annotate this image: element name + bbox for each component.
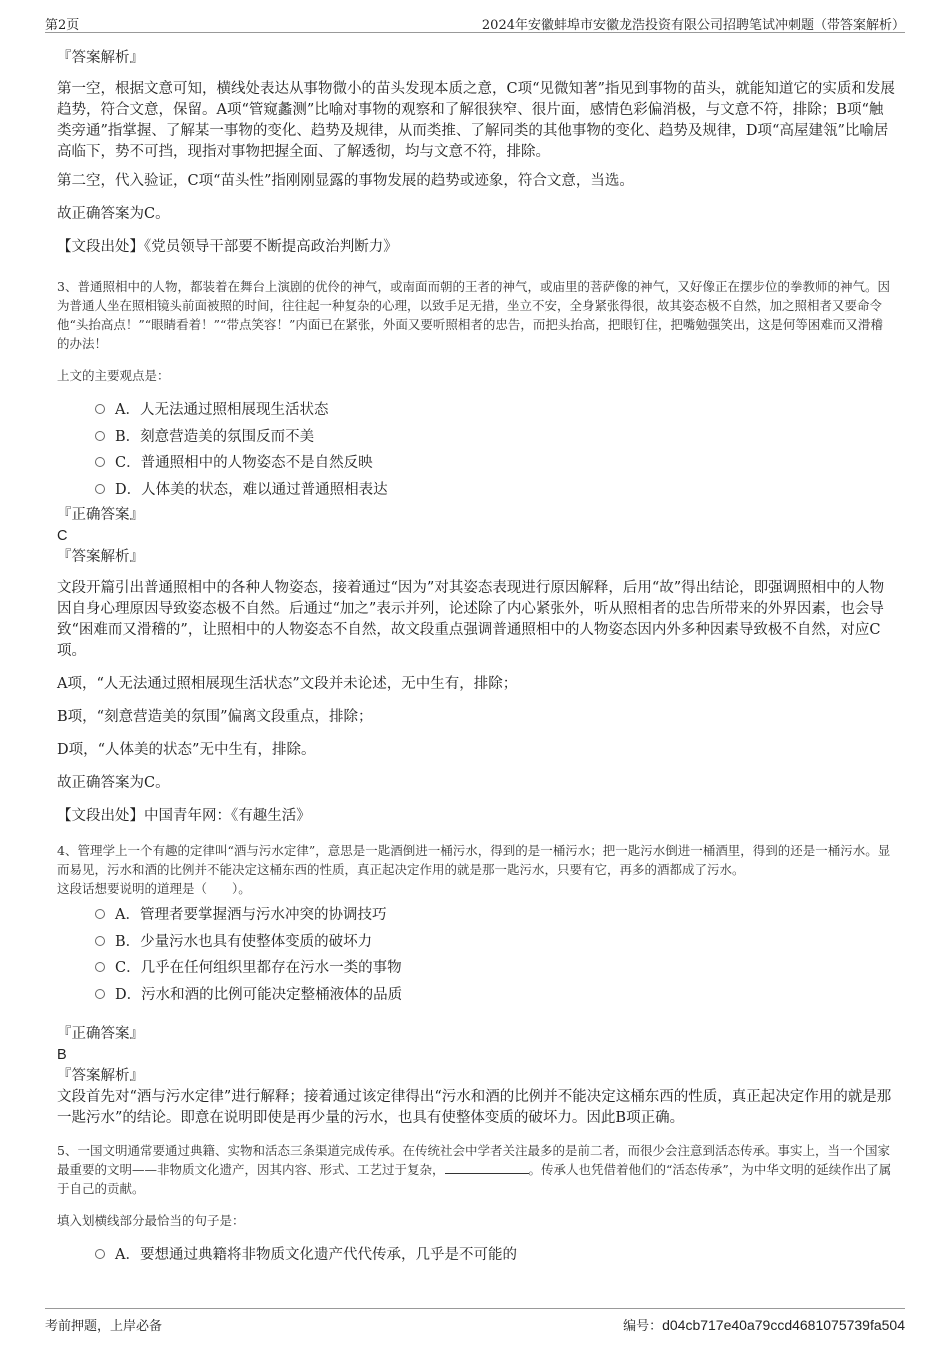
analysis-paragraph: 文段开篇引出普通照相中的各种人物姿态，接着通过“因为”对其姿态表现进行原因解释，后用“故”得出结论，即强调照相中的人物因自身心理原因导致姿态极不自然。后通过“加之”表示并列，论述除了内心紧张外，听从照相者的忠告所带来的外界因素，也会导致“困难而又滑稽的”，让照相中的人物姿态不自然，故文段重点强调普通照相中的人物姿态因内外多种因素导致极不自然，对应C项。 xyxy=(57,580,885,659)
radio-icon[interactable] xyxy=(95,431,105,441)
page-number: 第2页 xyxy=(45,18,80,33)
footer-slogan: 考前押题，上岸必备 xyxy=(45,1319,163,1334)
answer-conclusion: 故正确答案为C。 xyxy=(57,206,170,222)
question-5-options xyxy=(95,1242,895,1269)
option-a[interactable]: A．人无法通过照相展现生活状态 xyxy=(95,397,895,424)
correct-answer: B xyxy=(57,1047,67,1063)
answer-conclusion: 故正确答案为C。 xyxy=(57,775,170,791)
radio-icon[interactable] xyxy=(95,1249,105,1259)
question-4-text: 4、管理学上一个有趣的定律叫“酒与污水定律”，意思是一匙酒倒进一桶污水，得到的是一桶污水；把一匙污水倒进一桶酒里，得到的还是一桶污水。显而易见，污水和酒的比例并不能决定这桶东西的性质，真正起决定作用的就是那一匙污水，只要有它，再多的酒都成了污水。 xyxy=(57,843,891,877)
option-b[interactable]: B．刻意营造美的氛围反而不美 xyxy=(95,424,895,451)
analysis-label: 『答案解析』 xyxy=(57,1068,144,1084)
radio-icon[interactable] xyxy=(95,989,105,999)
analysis-paragraph: 第一空，根据文意可知，横线处表达从事物微小的苗头发现本质之意，C项“见微知著”指见到事物的苗头，就能知道它的实质和发展趋势，符合文意，保留。A项“管窥蠡测”比喻对事物的观察和了解很狭窄、很片面，感情色彩偏消极，与文意不符，排除；B项“触类旁通”指掌握、了解某一事物的变化、趋势及规律，从而类推、了解同类的其他事物的变化、趋势及规律，D项“高屋建瓴”比喻居高临下，势不可挡，现指对事物把握全面、了解透彻，均与文意不符，排除。 xyxy=(57,81,895,160)
option-d[interactable]: D．人体美的状态，难以通过普通照相表达 xyxy=(95,477,895,504)
option-b[interactable]: B．少量污水也具有使整体变质的破坏力 xyxy=(95,929,895,956)
radio-icon[interactable] xyxy=(95,457,105,467)
option-c[interactable]: C．几乎在任何组织里都存在污水一类的事物 xyxy=(95,955,895,982)
analysis-label: 『答案解析』 xyxy=(57,549,144,565)
question-4-options xyxy=(95,902,895,1008)
document-id: 编号：d04cb717e40a79ccd4681075739fa504 xyxy=(623,1317,905,1334)
correct-answer-label: 『正确答案』 xyxy=(57,507,144,523)
fill-blank xyxy=(445,1161,529,1174)
correct-answer-label: 『正确答案』 xyxy=(57,1026,144,1042)
radio-icon[interactable] xyxy=(95,404,105,414)
option-a[interactable]: A．管理者要掌握酒与污水冲突的协调技巧 xyxy=(95,902,895,929)
page-content xyxy=(57,44,895,1269)
radio-icon[interactable] xyxy=(95,909,105,919)
page-header xyxy=(45,10,905,33)
analysis-paragraph: 第二空，代入验证，C项“苗头性”指刚刚显露的事物发展的趋势或迹象，符合文意，当选。 xyxy=(57,173,634,189)
analysis-paragraph: 文段首先对“酒与污水定律”进行解释；接着通过该定律得出“污水和酒的比例并不能决定这桶东西的性质，真正起决定作用的就是那一匙污水”的结论。即意在说明即使是再少量的污水，也具有使整体变质的破坏力。因此B项正确。 xyxy=(57,1089,892,1126)
analysis-paragraph: B项，“刻意营造美的氛围”偏离文段重点，排除； xyxy=(57,709,373,725)
option-a[interactable]: A．要想通过典籍将非物质文化遗产代代传承，几乎是不可能的 xyxy=(95,1242,895,1269)
question-3-options xyxy=(95,397,895,503)
question-3-prompt: 上文的主要观点是： xyxy=(57,368,170,383)
source-citation: 【文段出处】中国青年网：《有趣生活》 xyxy=(57,808,311,824)
option-c[interactable]: C．普通照相中的人物姿态不是自然反映 xyxy=(95,450,895,477)
radio-icon[interactable] xyxy=(95,936,105,946)
question-4-prompt: 这段话想要说明的道理是（ ）。 xyxy=(57,881,251,896)
question-5-prompt: 填入划横线部分最恰当的句子是： xyxy=(57,1213,245,1228)
source-citation: 【文段出处】《党员领导干部要不断提高政治判断力》 xyxy=(57,239,398,255)
correct-answer: C xyxy=(57,528,68,544)
option-d[interactable]: D．污水和酒的比例可能决定整桶液体的品质 xyxy=(95,982,895,1009)
page-footer xyxy=(45,1308,905,1339)
analysis-label: 『答案解析』 xyxy=(57,50,144,66)
analysis-paragraph: A项，“人无法通过照相展现生活状态”文段并未论述，无中生有，排除； xyxy=(57,676,518,692)
document-title: 2024年安徽蚌埠市安徽龙浩投资有限公司招聘笔试冲刺题（带答案解析） xyxy=(481,18,905,33)
question-3-text: 3、普通照相中的人物，都装着在舞台上演剧的优伶的神气，或南面而朝的王者的神气，或庙里的菩萨像的神气，又好像正在摆步位的拳教师的神气。因为普通人坐在照相镜头前面被照的时间，往往起一种复杂的心理，以致手足无措，坐立不安，全身紧张得很，故其姿态极不自然，加之照相者又要命令他“头抬高点！”“眼睛看着！”“带点笑容！”内面已在紧张，外面又要听照相者的忠告，而把头抬高，把眼钉住，把嘴勉强笑出，这是何等困难而又滑稽的办法！ xyxy=(57,279,890,351)
radio-icon[interactable] xyxy=(95,962,105,972)
radio-icon[interactable] xyxy=(95,484,105,494)
analysis-paragraph: D项，“人体美的状态”无中生有，排除。 xyxy=(57,742,316,758)
question-5-text: 5、一国文明通常要通过典籍、实物和活态三条渠道完成传承。在传统社会中学者关注最多的是前二者，而很少会注意到活态传承。事实上，当一个国家最重要的文明——非物质文化遗产，因其内容、形式、工艺过于复杂， 。传承人也凭借着他们的“活态传承”，为中华文明的延续作出了属于自己的贡献。 xyxy=(57,1143,892,1196)
